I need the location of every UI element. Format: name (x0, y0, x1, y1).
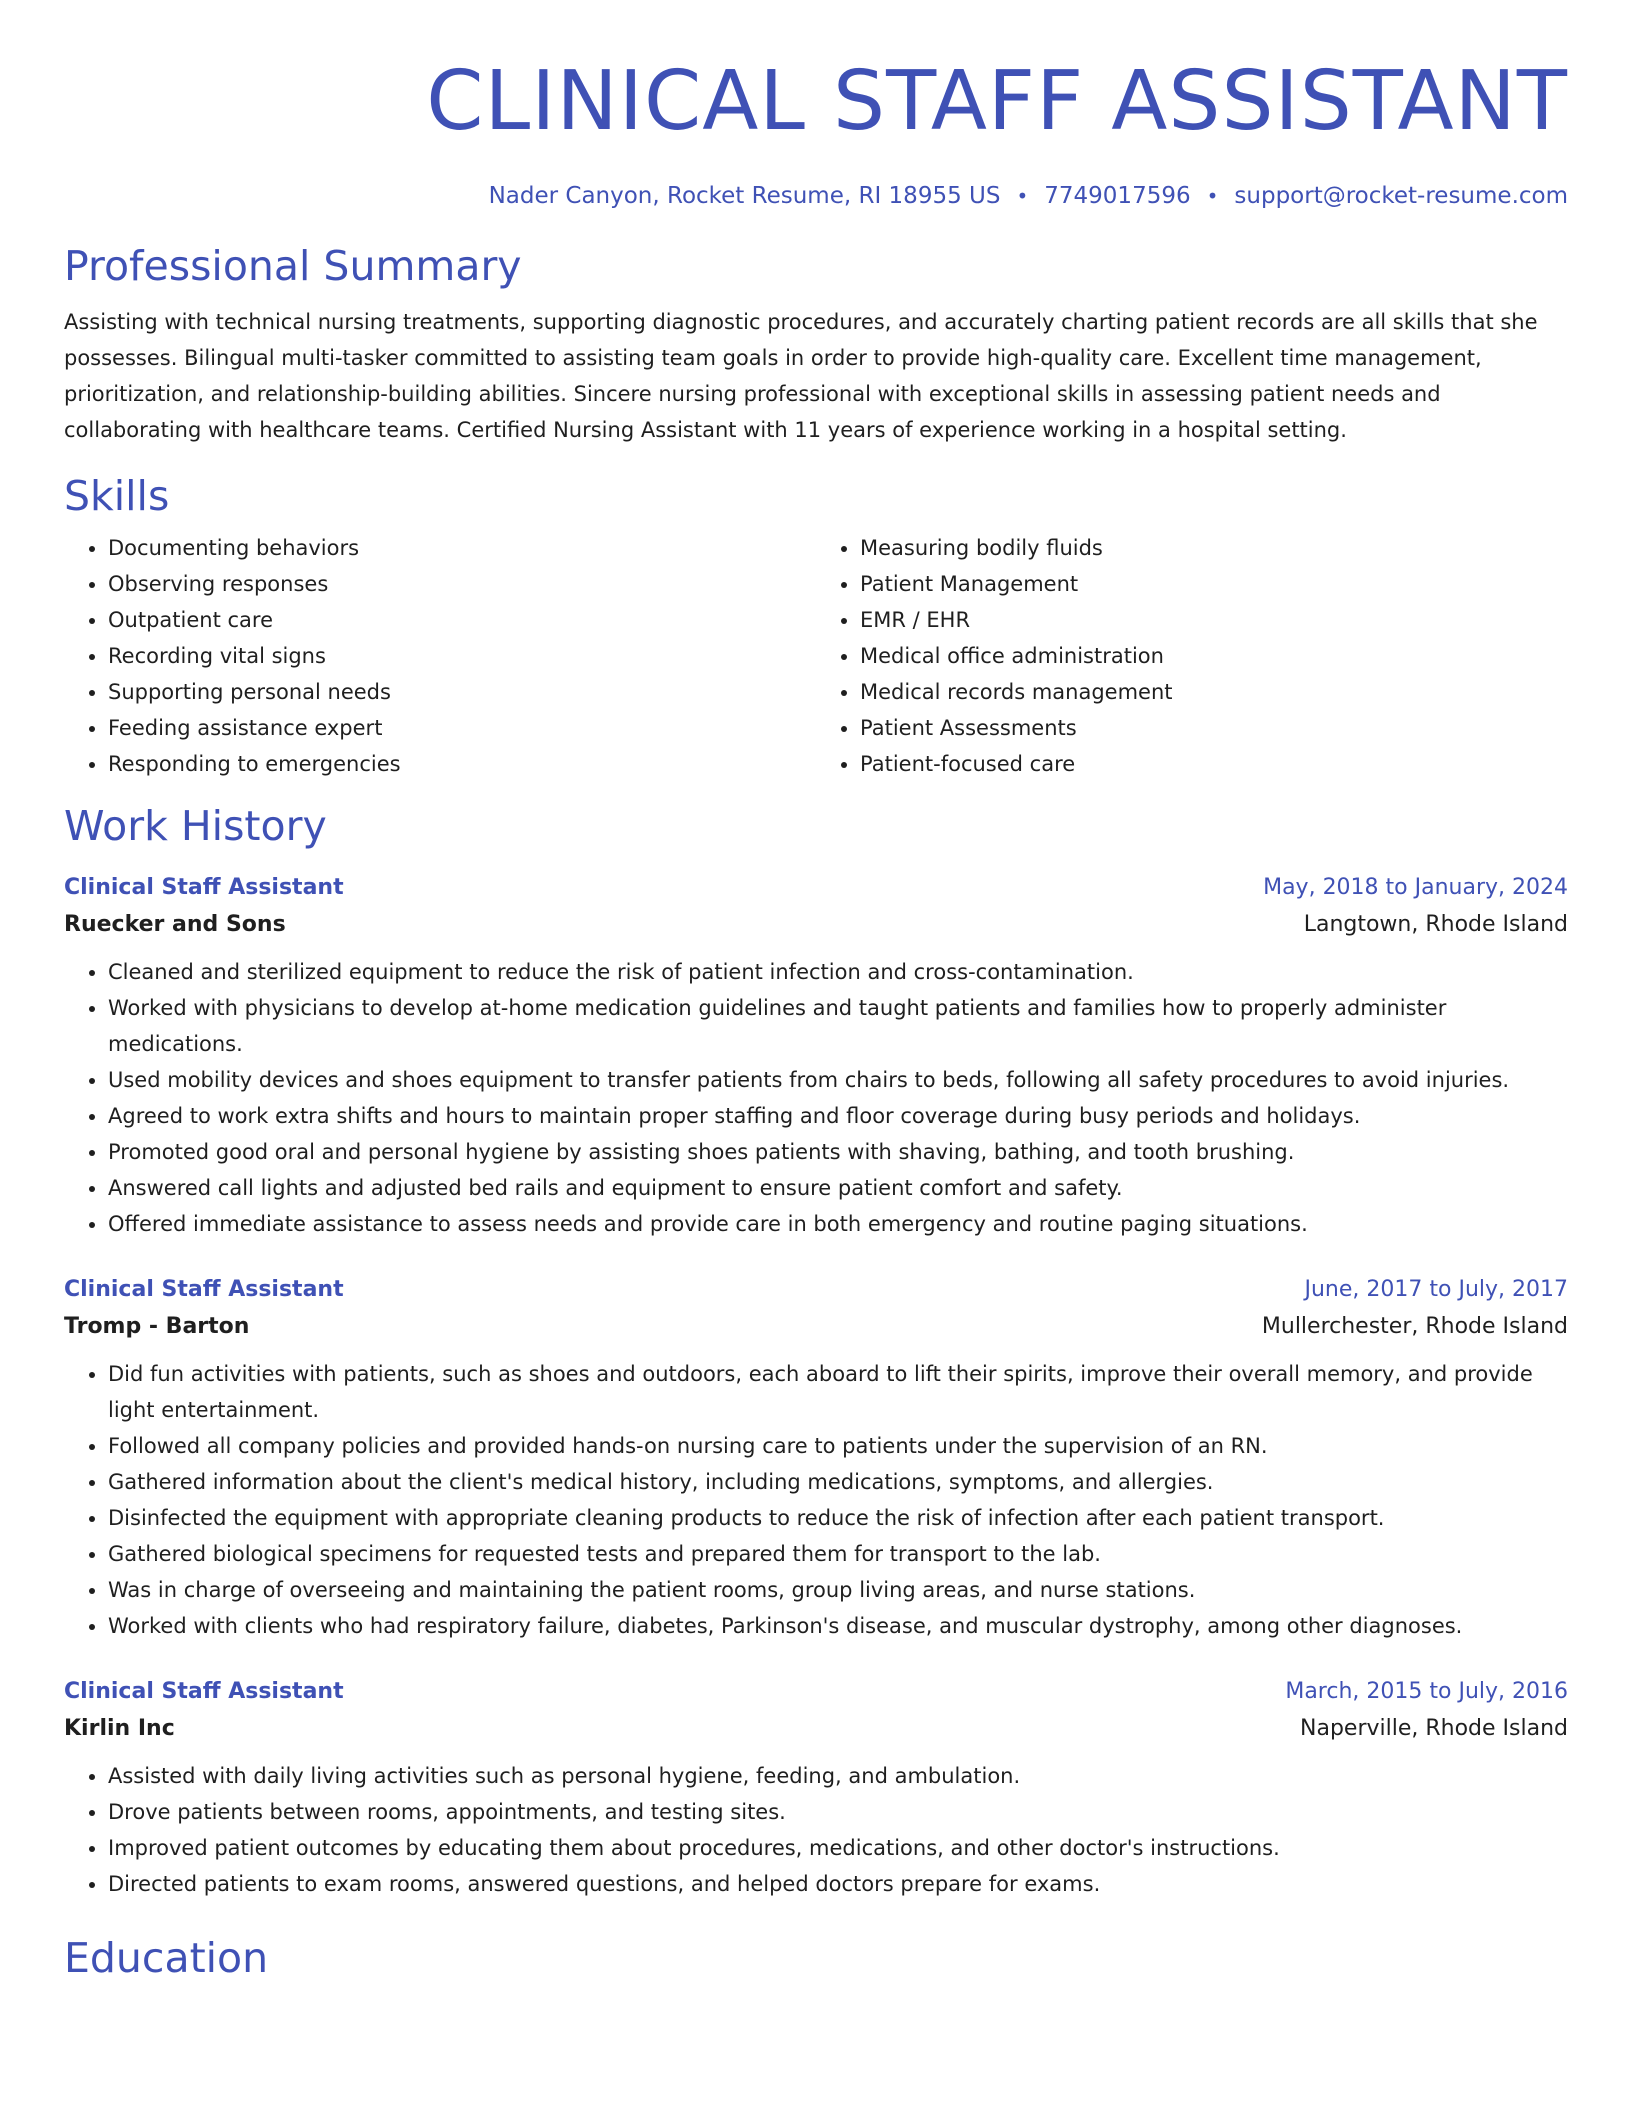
skill-item: • Supporting personal needs (108, 674, 816, 710)
job-bullet: • Worked with physicians to develop at-home medication guidelines and taught patients and families how to properly administer medications. (108, 990, 1568, 1062)
job-bullet: • Directed patients to exam rooms, answered questions, and helped doctors prepare for exams. (108, 1866, 1568, 1902)
job-bullet: • Did fun activities with patients, such as shoes and outdoors, each aboard to lift their spirits, improve their overall memory, and provide light entertainment. (108, 1356, 1568, 1428)
skill-item: • Observing responses (108, 566, 816, 602)
job-location: Naperville, Rhode Island (1300, 1716, 1568, 1741)
job-bullet: • Offered immediate assistance to assess needs and provide care in both emergency and routine paging situations. (108, 1206, 1568, 1242)
job-location: Mullerchester, Rhode Island (1261, 1314, 1568, 1339)
contact-address: Nader Canyon, Rocket Resume, RI 18955 US (488, 183, 1001, 209)
contact-separator: • (1016, 184, 1029, 208)
skills-list (64, 530, 1568, 782)
job-entry (64, 1272, 1568, 1644)
job-bullet: • Followed all company policies and provided hands-on nursing care to patients under the supervision of an RN. (108, 1428, 1568, 1464)
skills-column-left (64, 530, 816, 782)
skill-item: • Patient Management (860, 566, 1568, 602)
job-entry (64, 870, 1568, 1242)
job-location: Langtown, Rhode Island (1303, 912, 1568, 937)
skill-item: • Measuring bodily fluids (860, 530, 1568, 566)
job-bullet: • Cleaned and sterilized equipment to reduce the risk of patient infection and cross-contamination. (108, 954, 1568, 990)
job-bullet: • Gathered information about the client's medical history, including medications, symptoms, and allergies. (108, 1464, 1568, 1500)
job-bullet: • Disinfected the equipment with appropriate cleaning products to reduce the risk of infection after each patient transport. (108, 1500, 1568, 1536)
skill-item: • EMR / EHR (860, 602, 1568, 638)
job-bullet: • Was in charge of overseeing and maintaining the patient rooms, group living areas, and nurse stations. (108, 1572, 1568, 1608)
skill-item: • Documenting behaviors (108, 530, 816, 566)
skill-item: • Recording vital signs (108, 638, 816, 674)
job-company: Kirlin Inc (64, 1716, 175, 1741)
summary-text: Assisting with technical nursing treatments, supporting diagnostic procedures, and accurately charting patient records are all skills that she possesses. Bilingual multi-tasker committed to assisting team goals in order to provide high-quality care. Excellent time management, prioritization, and relationship-building abilities. Sincere nursing professional with exceptional skills in assessing patient needs and collaborating with healthcare teams. Certified Nursing Assistant with 11 years of experience working in a hospital setting. (64, 310, 1538, 442)
job-dates: May, 2018 to January, 2024 (1263, 875, 1568, 900)
skill-item: • Patient-focused care (860, 746, 1568, 782)
job-bullet: • Worked with clients who had respiratory failure, diabetes, Parkinson's disease, and muscular dystrophy, among other diagnoses. (108, 1608, 1568, 1644)
summary-heading: Professional Summary (64, 242, 522, 290)
job-bullets (64, 1758, 1568, 1902)
job-bullets (64, 954, 1568, 1242)
job-bullet: • Promoted good oral and personal hygiene by assisting shoes patients with shaving, bathing, and tooth brushing. (108, 1134, 1568, 1170)
contact-email[interactable]: support@rocket-resume.com (1234, 183, 1568, 209)
skill-item: • Medical office administration (860, 638, 1568, 674)
contact-line (64, 180, 1568, 212)
contact-separator: • (1206, 184, 1219, 208)
job-bullet: • Agreed to work extra shifts and hours to maintain proper staffing and floor coverage during busy periods and holidays. (108, 1098, 1568, 1134)
job-dates: March, 2015 to July, 2016 (1285, 1679, 1568, 1704)
job-dates: June, 2017 to July, 2017 (1304, 1277, 1568, 1302)
education-heading: Education (64, 1934, 269, 1982)
job-bullet: • Drove patients between rooms, appointments, and testing sites. (108, 1794, 1568, 1830)
job-bullet: • Improved patient outcomes by educating them about procedures, medications, and other doctor's instructions. (108, 1830, 1568, 1866)
job-company: Tromp - Barton (64, 1314, 250, 1339)
job-title: Clinical Staff Assistant (64, 1679, 344, 1704)
skill-item: • Feeding assistance expert (108, 710, 816, 746)
skill-item: • Medical records management (860, 674, 1568, 710)
contact-phone: 7749017596 (1044, 183, 1191, 209)
skill-item: • Responding to emergencies (108, 746, 816, 782)
skill-item: • Outpatient care (108, 602, 816, 638)
job-bullets (64, 1356, 1568, 1644)
work-history-heading: Work History (64, 802, 327, 850)
job-company: Ruecker and Sons (64, 912, 286, 937)
job-bullet: • Gathered biological specimens for requested tests and prepared them for transport to the lab. (108, 1536, 1568, 1572)
skills-column-right (816, 530, 1568, 782)
skill-item: • Patient Assessments (860, 710, 1568, 746)
skills-heading: Skills (64, 472, 170, 520)
job-title: Clinical Staff Assistant (64, 1277, 344, 1302)
resume-name: CLINICAL STAFF ASSISTANT (426, 54, 1568, 149)
job-title: Clinical Staff Assistant (64, 875, 344, 900)
job-entry (64, 1674, 1568, 1902)
job-bullet: • Used mobility devices and shoes equipment to transfer patients from chairs to beds, following all safety procedures to avoid injuries. (108, 1062, 1568, 1098)
job-bullet: • Assisted with daily living activities such as personal hygiene, feeding, and ambulation. (108, 1758, 1568, 1794)
job-bullet: • Answered call lights and adjusted bed rails and equipment to ensure patient comfort and safety. (108, 1170, 1568, 1206)
